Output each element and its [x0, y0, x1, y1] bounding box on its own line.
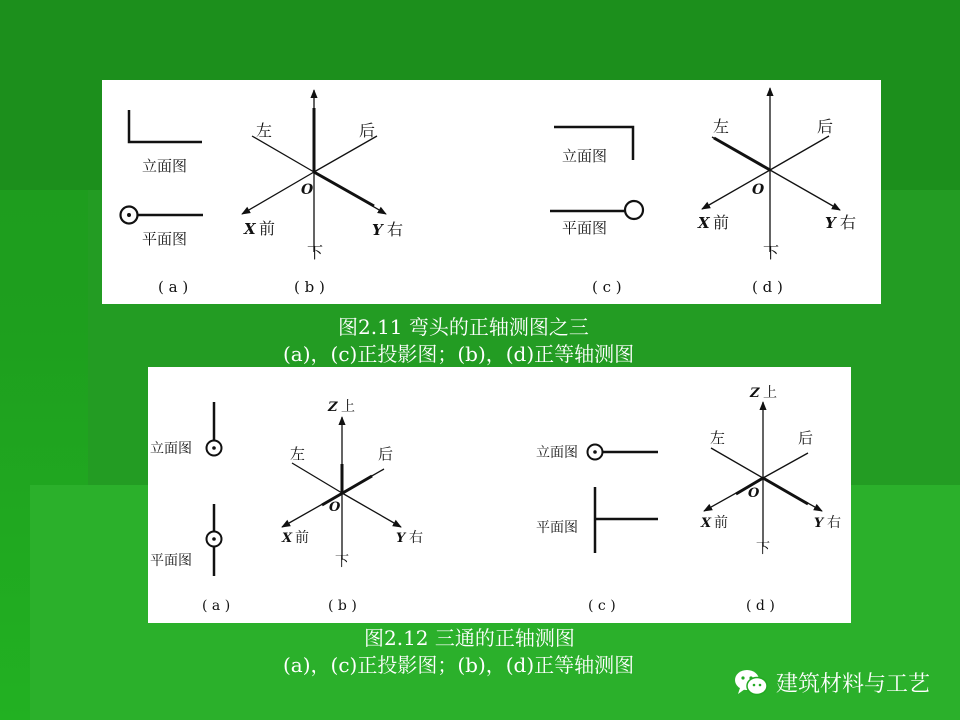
svg-text:X: X — [244, 220, 256, 238]
svg-text:Y: Y — [396, 531, 406, 546]
svg-text:后: 后 — [359, 121, 376, 140]
svg-text:立面图: 立面图 — [150, 441, 192, 457]
svg-text:右: 右 — [827, 515, 841, 531]
subfigure-label-d: ( d ) — [752, 278, 783, 296]
svg-text:O: O — [752, 182, 765, 198]
svg-text:前: 前 — [713, 213, 730, 232]
figure-2-11-diagram — [102, 80, 881, 304]
subfigure-label-b: ( b ) — [294, 278, 325, 296]
svg-text:上: 上 — [763, 385, 777, 401]
subfigure-label-c: ( c ) — [592, 278, 622, 296]
svg-text:后: 后 — [798, 429, 814, 447]
svg-text:立面图: 立面图 — [562, 147, 608, 165]
pipe-section-circle — [625, 201, 643, 219]
svg-text:Z: Z — [750, 386, 760, 401]
svg-text:后: 后 — [378, 445, 394, 463]
tee-pipe-shape — [322, 464, 372, 505]
svg-text:立面图: 立面图 — [536, 445, 578, 461]
svg-text:左: 左 — [713, 117, 730, 136]
svg-text:下: 下 — [763, 243, 780, 262]
svg-text:Y: Y — [372, 221, 383, 239]
svg-text:Y: Y — [825, 214, 836, 232]
y-axis-line — [342, 493, 401, 527]
svg-text:X: X — [698, 214, 710, 232]
svg-text:上: 上 — [341, 399, 355, 415]
svg-text:左: 左 — [256, 121, 273, 140]
subfigure-label-b: ( b ) — [328, 598, 357, 614]
subfigure-label-a: ( a ) — [202, 598, 231, 614]
svg-text:平面图: 平面图 — [562, 219, 608, 237]
figure-2-11-caption-title: 图2.11 弯头的正轴测图之三 — [338, 315, 589, 339]
subfigure-label-d: ( d ) — [746, 598, 775, 614]
subfigure-label-c: ( c ) — [588, 598, 616, 614]
svg-text:下: 下 — [335, 554, 349, 570]
isometric-view-d — [700, 385, 841, 614]
figure-2-12-caption-desc: (a)，(c)正投影图；(b)，(d)正等轴测图 — [283, 653, 635, 677]
figure-2-12-panel — [148, 367, 851, 623]
svg-text:前: 前 — [259, 219, 276, 238]
svg-text:X: X — [282, 531, 293, 546]
subfigure-label-a: ( a ) — [158, 278, 189, 296]
svg-text:右: 右 — [409, 530, 423, 546]
elevation-label: 立面图 — [142, 157, 188, 175]
svg-text:前: 前 — [295, 530, 309, 546]
svg-text:Y: Y — [814, 516, 824, 531]
isometric-view-b — [281, 399, 423, 614]
isometric-view-b — [242, 90, 403, 296]
orthographic-view-c — [536, 445, 658, 615]
brand-name: 建筑材料与工艺 — [775, 672, 930, 697]
svg-text:前: 前 — [714, 515, 728, 531]
svg-text:下: 下 — [307, 243, 324, 262]
svg-text:X: X — [701, 516, 712, 531]
svg-text:O: O — [329, 500, 341, 515]
y-axis-line — [770, 170, 840, 210]
svg-text:左: 左 — [710, 429, 726, 447]
orthographic-view-c — [550, 127, 643, 296]
figure-2-12-caption-title: 图2.12 三通的正轴测图 — [364, 626, 575, 650]
svg-text:O: O — [748, 486, 760, 501]
brand-watermark — [734, 667, 930, 698]
figure-2-11-caption-desc: (a)，(c)正投影图；(b)，(d)正等轴测图 — [283, 342, 635, 366]
svg-text:下: 下 — [756, 541, 770, 557]
tee-pipe-shape — [736, 478, 808, 504]
plan-label: 平面图 — [142, 230, 188, 248]
svg-text:平面图: 平面图 — [150, 553, 192, 569]
figure-2-11-panel — [102, 80, 881, 304]
elbow-elevation-shape — [129, 110, 202, 142]
elbow-pipe-shape — [714, 138, 770, 170]
svg-text:后: 后 — [817, 117, 834, 136]
orthographic-view-a — [121, 110, 204, 296]
svg-text:Z: Z — [328, 400, 338, 415]
figure-2-12-diagram — [148, 367, 851, 623]
svg-text:O: O — [301, 182, 314, 198]
svg-text:右: 右 — [387, 220, 404, 239]
wechat-icon — [734, 668, 768, 698]
svg-text:右: 右 — [840, 213, 857, 232]
svg-text:左: 左 — [290, 445, 306, 463]
isometric-view-d — [697, 88, 856, 296]
svg-text:平面图: 平面图 — [536, 520, 578, 536]
orthographic-view-a — [150, 402, 230, 614]
